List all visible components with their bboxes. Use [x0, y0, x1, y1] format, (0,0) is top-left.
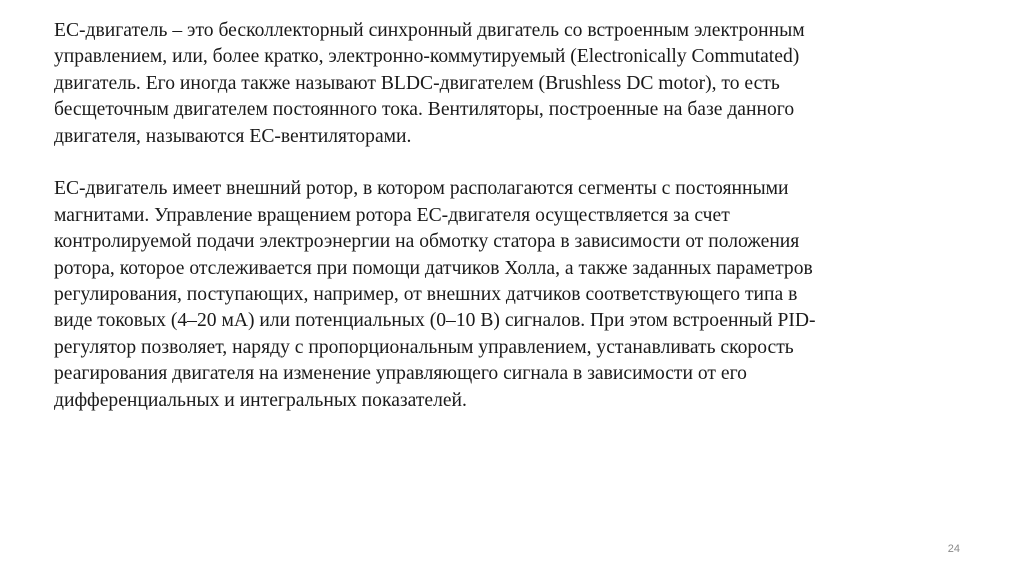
slide-body: [54, 18, 984, 414]
page-number: 24: [947, 543, 960, 555]
paragraph-ec-motor-definition: ЕС-двигатель – это бесколлекторный синхронный двигатель со встроенным электронным управлением, или, более кратко, электронно-коммутируемый (Electronically Commutated) двигатель. Его иногда также называют BLDC-двигателем (Brushless DC motor), то есть бесщеточным двигателем постоянного тока. Вентиляторы, построенные на базе данного двигателя, называются ЕС-вентиляторами.: [54, 20, 805, 147]
paragraph-ec-motor-operation: ЕС-двигатель имеет внешний ротор, в котором располагаются сегменты с постоянными магнитами. Управление вращением ротора ЕС-двигателя осуществляется за счет контролируемой подачи электроэнергии на обмотку статора в зависимости от положения ротора, которое отслеживается при помощи датчиков Холла, а также заданных параметров регулирования, поступающих, например, от внешних датчиков соответствующего типа в виде токовых (4–20 мА) или потенциальных (0–10 В) сигналов. При этом встроенный PID- регулятор позволяет, наряду с пропорциональным управлением, устанавливать скорость реагирования двигателя на изменение управляющего сигнала в зависимости от его дифференциальных и интегральных показателей.: [54, 178, 816, 411]
